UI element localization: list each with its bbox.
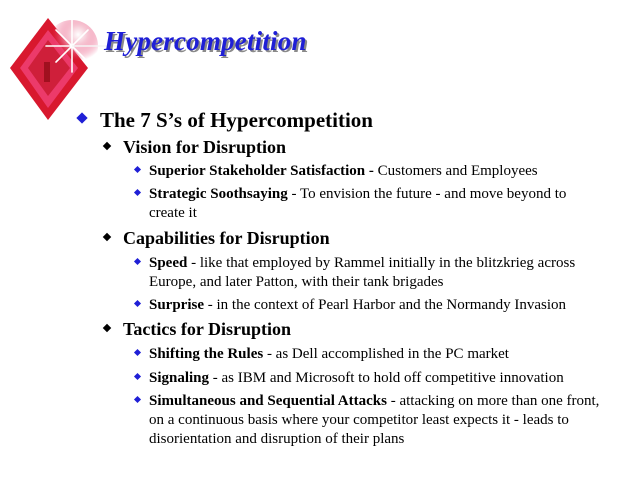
diamond-bullet-icon: [134, 349, 141, 356]
list-item: [134, 296, 604, 315]
diamond-bullet-icon: [134, 300, 141, 307]
list-item-term: Speed: [149, 255, 188, 271]
slide-title: Hypercompetition: [104, 26, 307, 56]
diamond-bullet-icon: [76, 112, 87, 123]
list-item-description: - in the context of Pearl Harbor and the Normandy Invasion: [204, 297, 566, 313]
list-item-text: [149, 162, 538, 181]
list-item: [134, 369, 604, 388]
list-item-term: Signaling: [149, 370, 210, 386]
list-item-description: - as IBM and Microsoft to hold off competitive innovation: [209, 370, 564, 386]
list-item: [134, 254, 604, 292]
section-heading-text: Tactics for Disruption: [123, 319, 292, 339]
diamond-bullet-icon: [134, 373, 141, 380]
list-item-text: [149, 254, 604, 292]
list-item-term: Superior Stakeholder Satisfaction -: [149, 163, 374, 179]
list-item-term: Strategic Soothsaying: [149, 186, 288, 202]
list-item-text: [149, 296, 566, 315]
list-item-description: - like that employed by Rammel initially in the blitzkrieg across Europe, and later Patton, with their tank brigades: [149, 255, 576, 290]
main-bullet-text: The 7 S’s of Hypercompetition: [100, 108, 373, 132]
list-item-term: Shifting the Rules: [149, 346, 264, 362]
list-item-term: Surprise: [149, 297, 205, 313]
diamond-bullet-icon: [134, 258, 141, 265]
main-bullet: [76, 108, 373, 133]
section-heading-text: Capabilities for Disruption: [123, 228, 330, 248]
list-item: [134, 392, 604, 449]
section-heading: [102, 137, 286, 158]
list-item: [134, 345, 604, 364]
list-item-text: [149, 369, 564, 388]
list-item-description: - To envision the future - and move beyond to create it: [149, 186, 567, 221]
diamond-bullet-icon: [103, 324, 111, 332]
section-heading: [102, 319, 291, 340]
list-item-description: Customers and Employees: [373, 163, 538, 179]
list-item-text: [149, 345, 509, 364]
section-heading: [102, 228, 330, 249]
list-item-term: Simultaneous and Sequential Attacks: [149, 393, 387, 409]
diamond-bullet-icon: [134, 189, 141, 196]
list-item-description: - attacking on more than one front, on a continuous basis where your competitor least expects it - leads to disorientation and disruption of their plans: [149, 393, 600, 447]
list-item-text: [149, 392, 604, 449]
diamond-bullet-icon: [103, 142, 111, 150]
list-item: [134, 185, 604, 223]
list-item: [134, 162, 604, 181]
list-item-description: - as Dell accomplished in the PC market: [263, 346, 509, 362]
diamond-bullet-icon: [103, 233, 111, 241]
list-item-text: [149, 185, 604, 223]
diamond-bullet-icon: [134, 166, 141, 173]
section-heading-text: Vision for Disruption: [123, 137, 287, 157]
diamond-bullet-icon: [134, 396, 141, 403]
